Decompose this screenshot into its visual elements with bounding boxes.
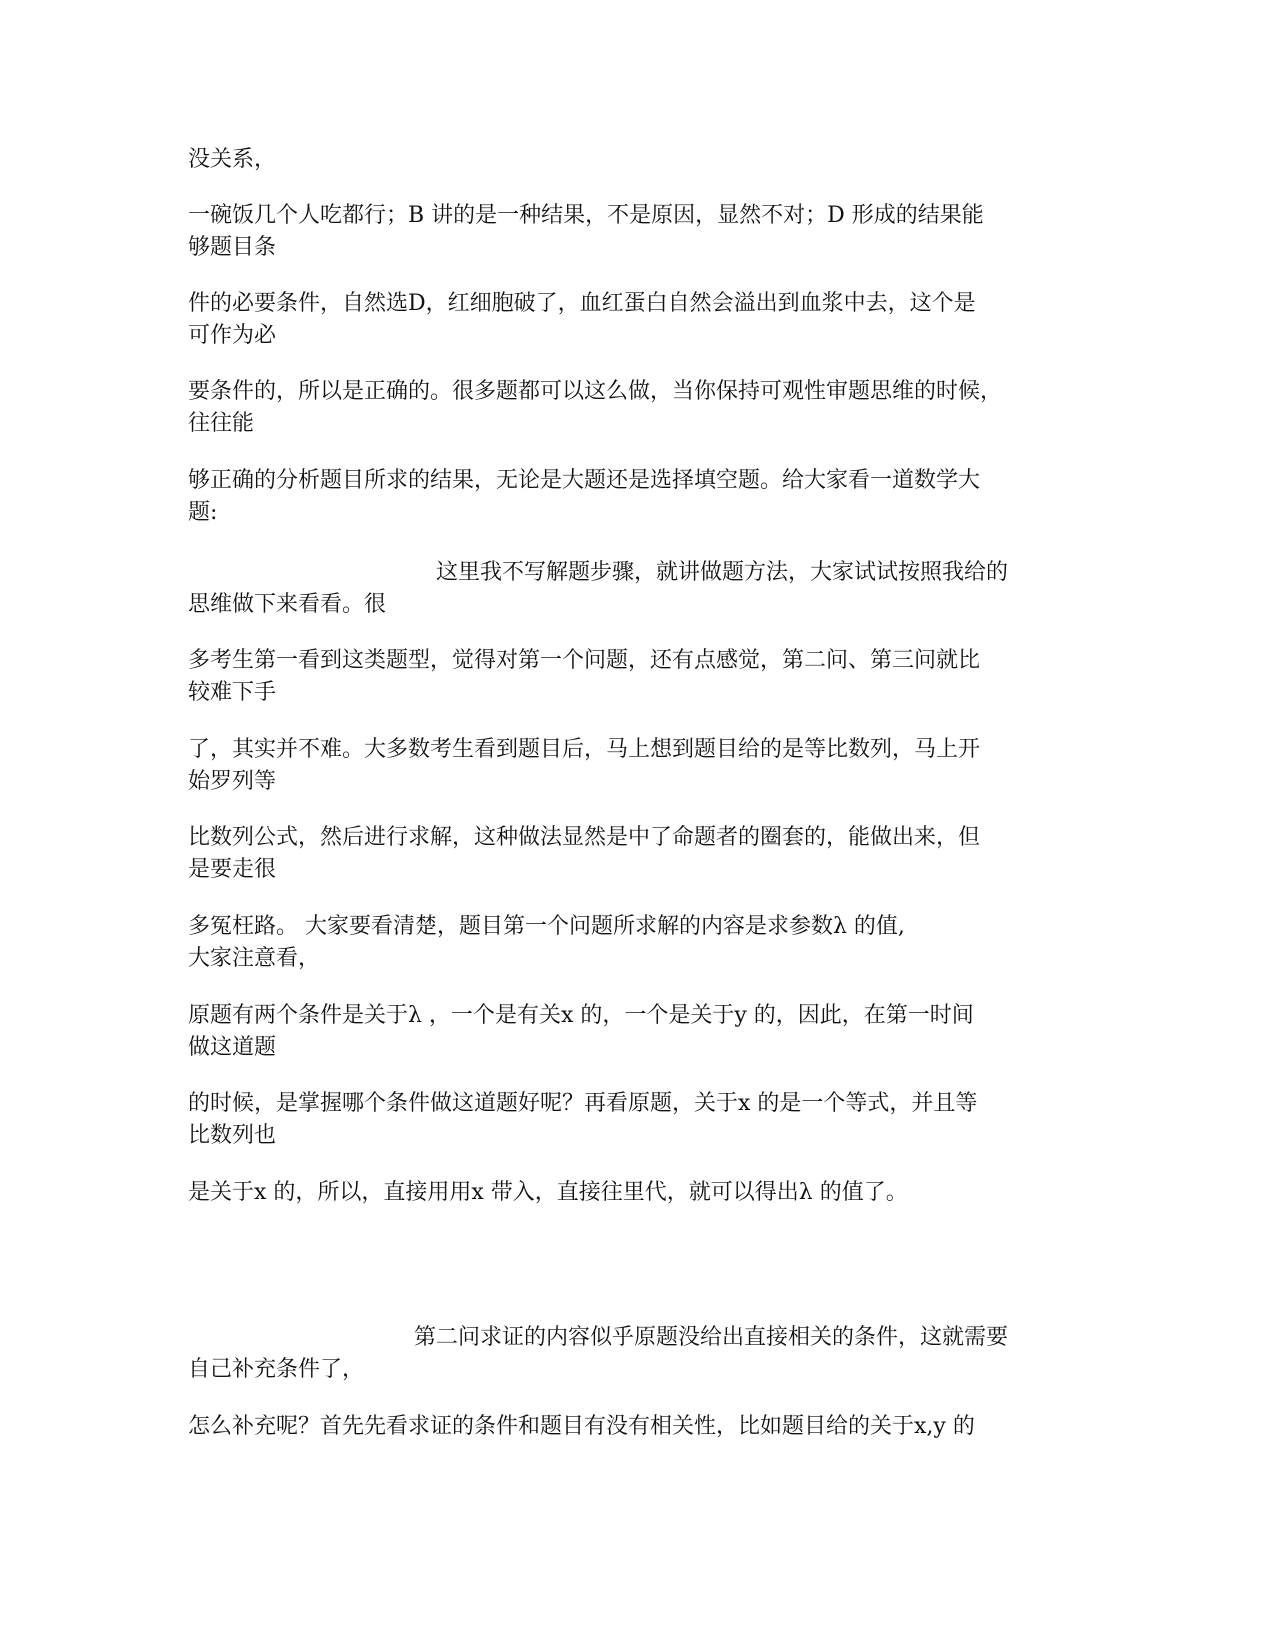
text-line: 是要走很 (188, 857, 277, 882)
text-line: 往往能 (188, 411, 255, 436)
text-line: 够正确的分析题目所求的结果，无论是大题还是选择填空题。给大家看一道数学大 (188, 468, 981, 493)
text-line: 是关于x 的，所以，直接用用x 带入，直接往里代，就可以得出λ 的值了。 (188, 1180, 908, 1205)
paragraph-12 (188, 1088, 1088, 1152)
text-line: 比数列公式，然后进行求解，这种做法显然是中了命题者的圈套的，能做出来，但 (188, 825, 981, 850)
text-line: 的时候，是掌握哪个条件做这道题好呢？再看原题，关于x 的是一个等式，并且等 (188, 1091, 978, 1116)
paragraph-11 (188, 1000, 1088, 1064)
text-line: 多考生第一看到这类题型，觉得对第一个问题，还有点感觉，第二问、第三问就比 (188, 648, 981, 673)
text-line: 较难下手 (188, 680, 277, 705)
text-line: 第二问求证的内容似乎原题没给出直接相关的条件，这就需要 (414, 1325, 1009, 1350)
paragraph-10 (188, 911, 1088, 975)
text-line: 件的必要条件，自然选D，红细胞破了，血红蛋白自然会溢出到血浆中去，这个是 (188, 291, 976, 316)
text-line: 思维做下来看看。很 (188, 592, 387, 617)
text-line: 一碗饭几个人吃都行；B 讲的是一种结果，不是原因，显然不对；D 形成的结果能 (188, 203, 984, 228)
paragraph-5 (188, 465, 1088, 529)
paragraph-4 (188, 376, 1088, 440)
paragraph-7 (188, 645, 1088, 709)
text-line: 了，其实并不难。大多数考生看到题目后，马上想到题目给的是等比数列，马上开 (188, 737, 981, 762)
text-line: 这里我不写解题步骤，就讲做题方法，大家试试按照我给的 (436, 560, 1009, 585)
text-line: 可作为必 (188, 323, 277, 348)
paragraph-1 (188, 144, 1088, 176)
text-line: 比数列也 (188, 1123, 277, 1148)
text-line: 始罗列等 (188, 769, 277, 794)
text-line: 怎么补充呢？首先先看求证的条件和题目有没有相关性，比如题目给的关于x,y 的 (188, 1414, 975, 1439)
paragraph-3 (188, 288, 1088, 352)
paragraph-15 (188, 1411, 1088, 1443)
paragraph-2 (188, 200, 1088, 264)
text-line: 大家注意看， (188, 946, 321, 971)
paragraph-6 (188, 557, 1088, 621)
text-line: 题: (188, 500, 218, 525)
paragraph-9 (188, 822, 1088, 886)
text-line: 多冤枉路。 大家要看清楚，题目第一个问题所求解的内容是求参数λ 的值, (188, 914, 905, 939)
paragraph-8 (188, 734, 1088, 798)
text-line: 原题有两个条件是关于λ ，一个是有关x 的，一个是关于y 的，因此，在第一时间 (188, 1003, 974, 1028)
paragraph-13 (188, 1177, 1088, 1209)
text-line: 没关系， (188, 147, 277, 172)
text-line: 做这道题 (188, 1035, 277, 1060)
text-line: 要条件的，所以是正确的。很多题都可以这么做，当你保持可观性审题思维的时候， (188, 379, 1003, 404)
text-line: 够题目条 (188, 235, 277, 260)
paragraph-14 (188, 1322, 1088, 1386)
text-line: 自己补充条件了， (188, 1357, 365, 1382)
